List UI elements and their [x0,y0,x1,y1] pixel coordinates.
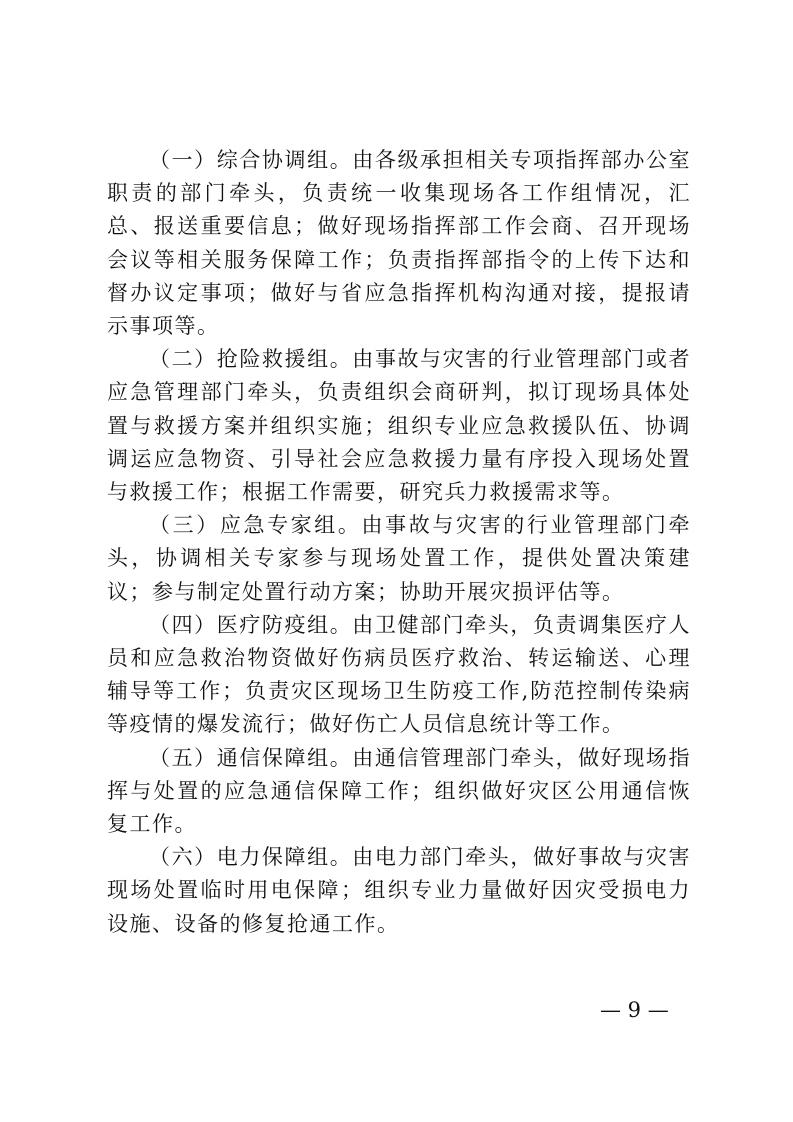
page-number: — 9 — [600,998,669,1022]
paragraph-rescue-group: （二）抢险救援组。由事故与灾害的行业管理部门或者应急管理部门牵头，负责组织会商研判，拟订现场具体处置与救援方案并组织实施；组织专业应急救援队伍、协调调运应急物资、引导社会应急救援力量有序投入现场处置与救援工作；根据工作需要，研究兵力救援需求等。 [107,347,691,505]
paragraph-power-group: （六）电力保障组。由电力部门牵头，做好事故与灾害现场处置临时用电保障；组织专业力量做好因灾受损电力设施、设备的修复抢通工作。 [107,845,691,936]
paragraph-expert-group: （三）应急专家组。由事故与灾害的行业管理部门牵头，协调相关专家参与现场处置工作，提供处置决策建议；参与制定处置行动方案；协助开展灾损评估等。 [107,513,691,604]
document-body [107,144,691,941]
paragraph-coordination-group: （一）综合协调组。由各级承担相关专项指挥部办公室职责的部门牵头，负责统一收集现场各工作组情况，汇总、报送重要信息；做好现场指挥部工作会商、召开现场会议等相关服务保障工作；负责指挥部指令的上传下达和督办议定事项；做好与省应急指挥机构沟通对接，提报请示事项等。 [107,148,691,339]
paragraph-medical-group: （四）医疗防疫组。由卫健部门牵头，负责调集医疗人员和应急救治物资做好伤病员医疗救治、转运输送、心理辅导等工作；负责灾区现场卫生防疫工作,防范控制传染病等疫情的爆发流行；做好伤亡人员信息统计等工作。 [107,612,691,737]
paragraph-communication-group: （五）通信保障组。由通信管理部门牵头，做好现场指挥与处置的应急通信保障工作；组织做好灾区公用通信恢复工作。 [107,745,691,837]
